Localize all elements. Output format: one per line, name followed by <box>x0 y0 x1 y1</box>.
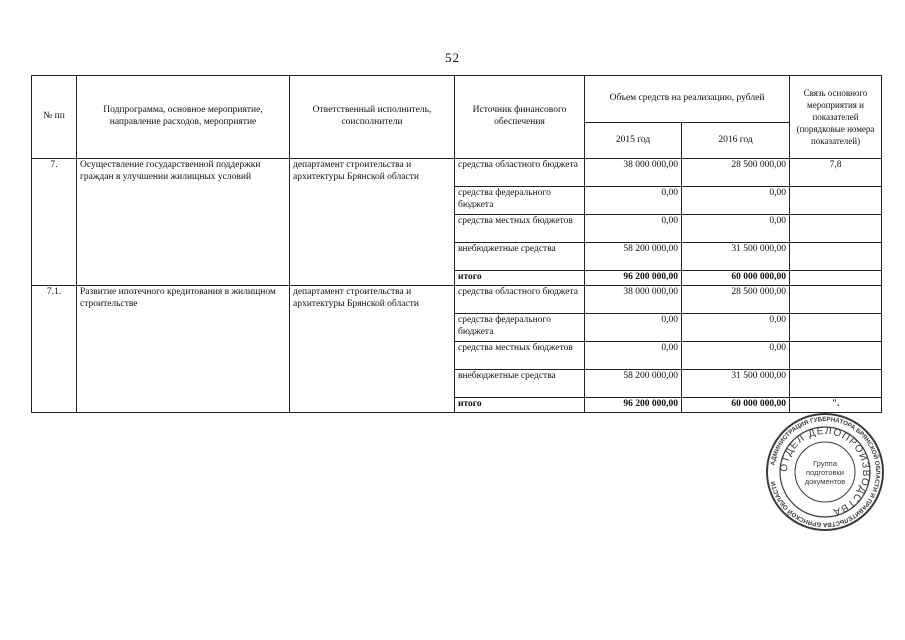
funding-table <box>31 75 882 413</box>
cell-amount-2016: 31 500 000,00 <box>682 243 790 271</box>
cell-executor: департамент строительства и архитектуры Брянской области <box>290 285 455 412</box>
page-number: 52 <box>445 50 460 65</box>
cell-source: средства местных бюджетов <box>455 341 585 369</box>
cell-subprogram: Развитие ипотечного кредитования в жилищном строительстве <box>77 285 290 412</box>
cell-total-label: итого <box>455 397 585 412</box>
header-source: Источник финансового обеспечения <box>455 76 585 159</box>
cell-amount-2016: 0,00 <box>682 215 790 243</box>
cell-amount-2016: 28 500 000,00 <box>682 285 790 313</box>
cell-source: средства местных бюджетов <box>455 215 585 243</box>
cell-total-2016: 60 000 000,00 <box>682 397 790 412</box>
cell-amount-2016: 31 500 000,00 <box>682 369 790 397</box>
stamp-inner-text: ОТДЕЛ ДЕЛОПРОИЗВОДСТВА <box>778 425 872 518</box>
cell-source: средства областного бюджета <box>455 285 585 313</box>
cell-source: внебюджетные средства <box>455 243 585 271</box>
cell-total-2016: 60 000 000,00 <box>682 271 790 286</box>
cell-link <box>790 215 882 243</box>
department-stamp <box>765 412 885 532</box>
table-header <box>32 76 882 159</box>
cell-amount-2015: 0,00 <box>585 215 682 243</box>
header-volume: Объем средств на реализацию, рублей <box>585 76 790 123</box>
header-link: Связь основного мероприятия и показателей (порядковые номера показателей) <box>790 76 882 159</box>
cell-source: средства федерального бюджета <box>455 313 585 341</box>
cell-amount-2015: 58 200 000,00 <box>585 369 682 397</box>
cell-link <box>790 187 882 215</box>
cell-amount-2015: 38 000 000,00 <box>585 285 682 313</box>
cell-amount-2016: 0,00 <box>682 187 790 215</box>
cell-total-link: ". <box>790 397 882 412</box>
cell-executor: департамент строительства и архитектуры Брянской области <box>290 159 455 286</box>
table-row <box>32 159 882 187</box>
cell-link: 7,8 <box>790 159 882 187</box>
stamp-center-line: Группа <box>813 459 837 468</box>
table-body <box>32 159 882 413</box>
cell-num: 7.1. <box>32 285 77 412</box>
cell-amount-2015: 0,00 <box>585 341 682 369</box>
stamp-outer-text: АДМИНИСТРАЦИЯ ГУБЕРНАТОРА БРЯНСКОЙ ОБЛАСТИ И ПРАВИТЕЛЬСТВА БРЯНСКОЙ ОБЛАСТИ <box>769 415 882 529</box>
cell-source: средства федерального бюджета <box>455 187 585 215</box>
cell-amount-2015: 38 000 000,00 <box>585 159 682 187</box>
header-year-2016: 2016 год <box>682 123 790 159</box>
header-year-2015: 2015 год <box>585 123 682 159</box>
stamp-seal-icon <box>765 412 885 532</box>
cell-amount-2015: 0,00 <box>585 313 682 341</box>
cell-subprogram: Осуществление государственной поддержки граждан в улучшении жилищных условий <box>77 159 290 286</box>
header-subprogram: Подпрограмма, основное мероприятие, направление расходов, мероприятие <box>77 76 290 159</box>
cell-num: 7. <box>32 159 77 286</box>
cell-total-link <box>790 271 882 286</box>
cell-link <box>790 341 882 369</box>
cell-link <box>790 285 882 313</box>
table-row <box>32 285 882 313</box>
cell-amount-2015: 0,00 <box>585 187 682 215</box>
cell-total-2015: 96 200 000,00 <box>585 271 682 286</box>
cell-amount-2015: 58 200 000,00 <box>585 243 682 271</box>
cell-link <box>790 369 882 397</box>
cell-source: средства областного бюджета <box>455 159 585 187</box>
cell-total-2015: 96 200 000,00 <box>585 397 682 412</box>
stamp-center-text <box>805 459 846 486</box>
stamp-center-line: подготовки <box>806 468 844 477</box>
cell-link <box>790 313 882 341</box>
header-executor: Ответственный исполнитель, соисполнители <box>290 76 455 159</box>
cell-amount-2016: 0,00 <box>682 341 790 369</box>
cell-amount-2016: 28 500 000,00 <box>682 159 790 187</box>
cell-source: внебюджетные средства <box>455 369 585 397</box>
cell-amount-2016: 0,00 <box>682 313 790 341</box>
cell-link <box>790 243 882 271</box>
header-num: № пп <box>32 76 77 159</box>
stamp-center-line: документов <box>804 477 846 486</box>
cell-total-label: итого <box>455 271 585 286</box>
